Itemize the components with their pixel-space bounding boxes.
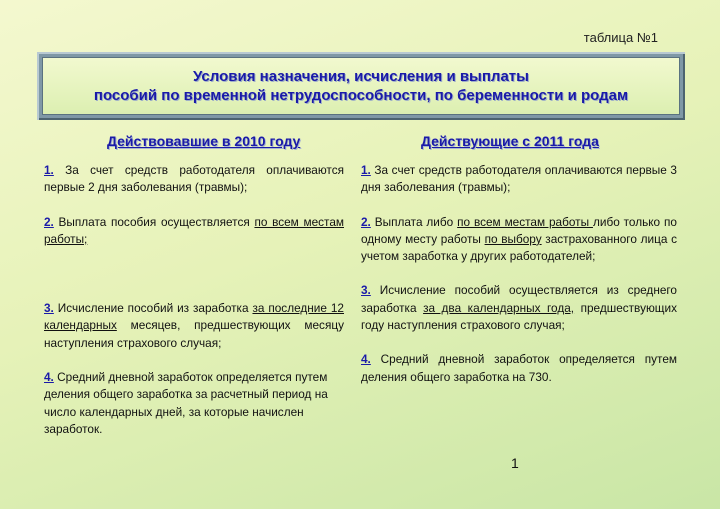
right-item-4: 4. Средний дневной заработок определяется путем деления общего заработка на 730.: [361, 352, 677, 384]
title-line-1: Условия назначения, исчисления и выплаты: [193, 68, 529, 85]
left-item-4: 4. Средний дневной заработок определяется путем деления общего заработка за расчетный период на число календарных дней, за которые начислен заработок.: [44, 370, 328, 436]
title-line-2: пособий по временной нетрудоспособности, по беременности и родам: [93, 87, 629, 104]
title-frame: [37, 52, 685, 120]
right-item-3: 3. Исчисление пособий осуществляется из среднего заработка за два календарных года, предшествующих году наступления страхового случая;: [361, 283, 678, 333]
right-item-1: 1. За счет средств работодателя оплачиваются первые 3 дня заболевания (травмы);: [361, 163, 677, 195]
left-item-3: 3. Исчисление пособий из заработка за последние 12 календарных месяцев, предшествующих месяцу наступления страхового случая;: [44, 301, 344, 350]
right-column: [361, 162, 677, 386]
left-column-header: Действовавшие в 2010 году: [107, 133, 301, 149]
page-number: 1: [511, 455, 519, 471]
left-item-1: 1. За счет средств работодателя оплачиваются первые 2 дня заболевания (травмы);: [44, 163, 344, 195]
left-item-2: 2. Выплата пособия осуществляется по всем местам работы;: [44, 214, 344, 246]
title-box: [42, 57, 680, 115]
right-column-header: Действующие с 2011 года: [421, 133, 599, 149]
table-label: таблица №1: [583, 30, 658, 45]
left-column: [44, 162, 344, 438]
right-item-2: 2. Выплата либо по всем местам работы либо только по одному месту работы по выбору застрахованного лица с учетом заработка у других работодателей;: [361, 214, 677, 264]
